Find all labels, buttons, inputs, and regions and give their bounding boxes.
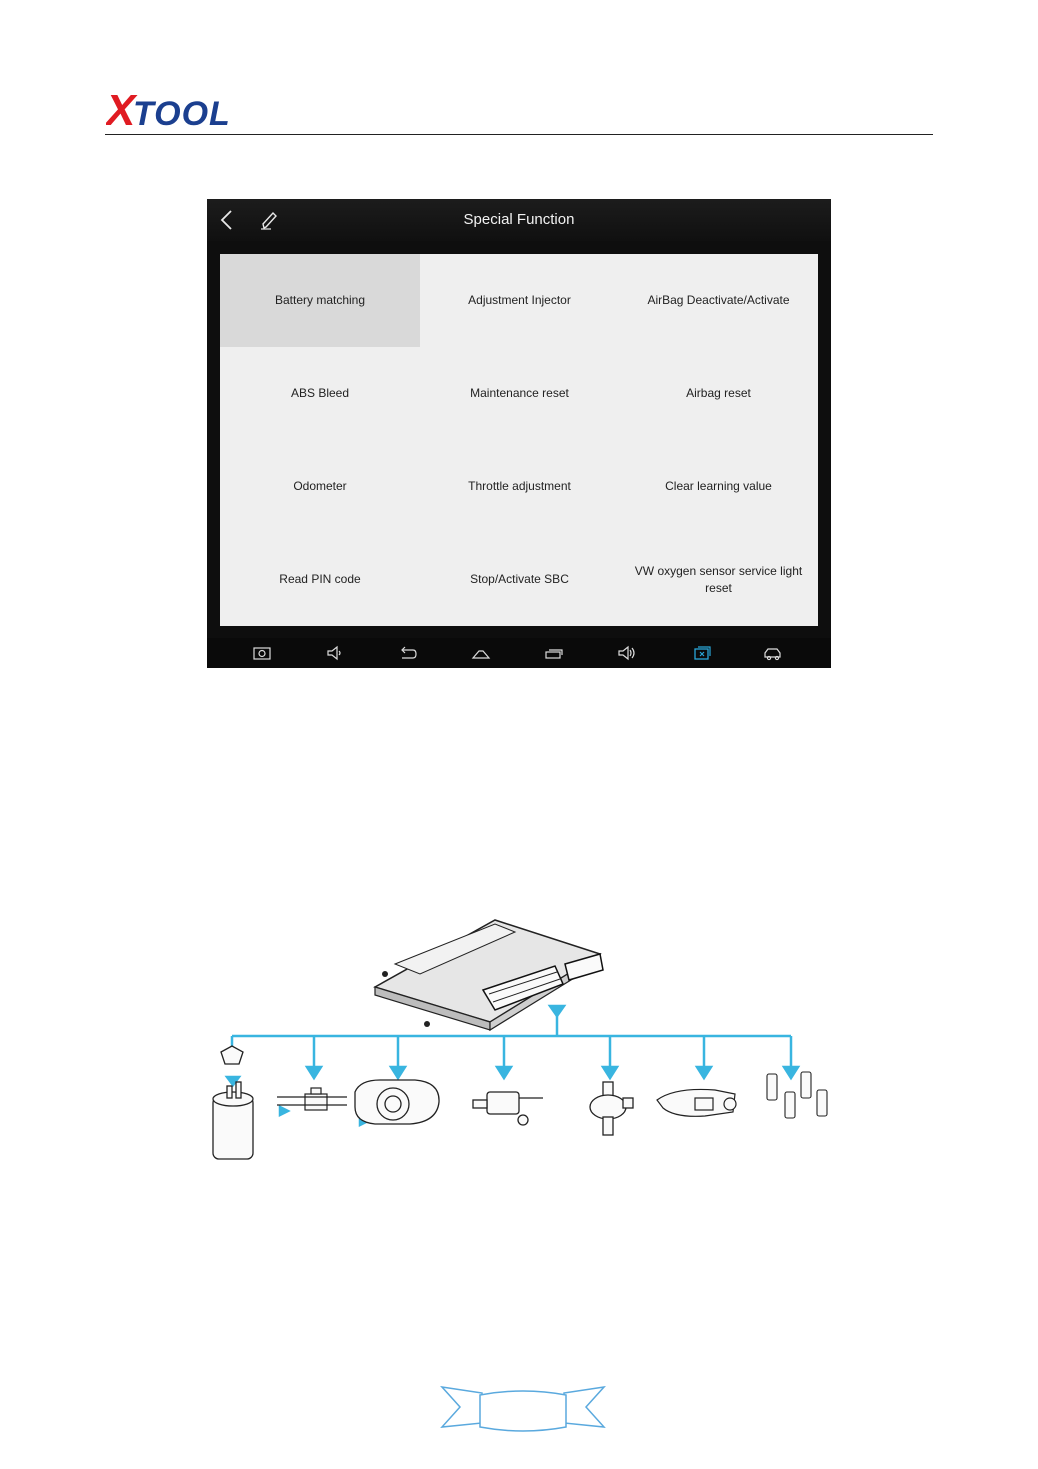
volume-up-icon[interactable]: [617, 644, 637, 662]
function-airbag-deactivate-activate[interactable]: AirBag Deactivate/Activate: [647, 293, 790, 307]
svg-text:X: X: [106, 86, 136, 132]
solenoid-valve: [473, 1092, 543, 1125]
function-adjustment-injector[interactable]: Adjustment Injector: [468, 293, 571, 307]
function-abs-bleed[interactable]: ABS Bleed: [290, 386, 350, 400]
function-odometer[interactable]: Odometer: [293, 479, 347, 493]
oxygen-sensor: [657, 1089, 736, 1116]
function-battery-matching[interactable]: Battery matching: [220, 254, 420, 347]
pressure-regulator: [277, 1088, 347, 1110]
home-icon[interactable]: [471, 644, 491, 662]
pressure-sensor: [590, 1082, 633, 1135]
throttle-body: [355, 1080, 439, 1124]
function-read-pin-code[interactable]: Read PIN code: [279, 572, 361, 586]
xtool-logo: [106, 84, 242, 132]
device-screenshot: [207, 199, 831, 668]
car-icon[interactable]: [763, 644, 783, 662]
screenshot-icon[interactable]: [252, 644, 272, 662]
function-maintenance-reset[interactable]: Maintenance reset: [470, 386, 569, 400]
function-throttle-adjustment[interactable]: Throttle adjustment: [468, 479, 571, 493]
function-airbag-reset[interactable]: Airbag reset: [686, 386, 751, 400]
system-nav-bar: [207, 638, 831, 668]
function-grid: [220, 254, 818, 626]
svg-text:TOOL: TOOL: [133, 95, 231, 132]
ecu-connection-diagram: [205, 912, 835, 1172]
page-number-ribbon: [440, 1383, 606, 1435]
fuel-pump: [213, 1046, 253, 1159]
function-vw-oxygen-sensor-reset[interactable]: VW oxygen sensor service light reset: [634, 563, 803, 595]
recent-apps-icon[interactable]: [544, 644, 564, 662]
title-bar: [207, 199, 831, 241]
volume-down-icon[interactable]: [325, 644, 345, 662]
back-icon[interactable]: [398, 644, 418, 662]
ecu-module: [375, 920, 603, 1030]
injectors: [767, 1072, 827, 1118]
page-title: Special Function: [463, 211, 575, 228]
vci-connection-icon[interactable]: [692, 644, 712, 662]
header-rule: [105, 134, 933, 135]
function-stop-activate-sbc[interactable]: Stop/Activate SBC: [470, 572, 569, 586]
function-clear-learning-value[interactable]: Clear learning value: [665, 479, 772, 493]
